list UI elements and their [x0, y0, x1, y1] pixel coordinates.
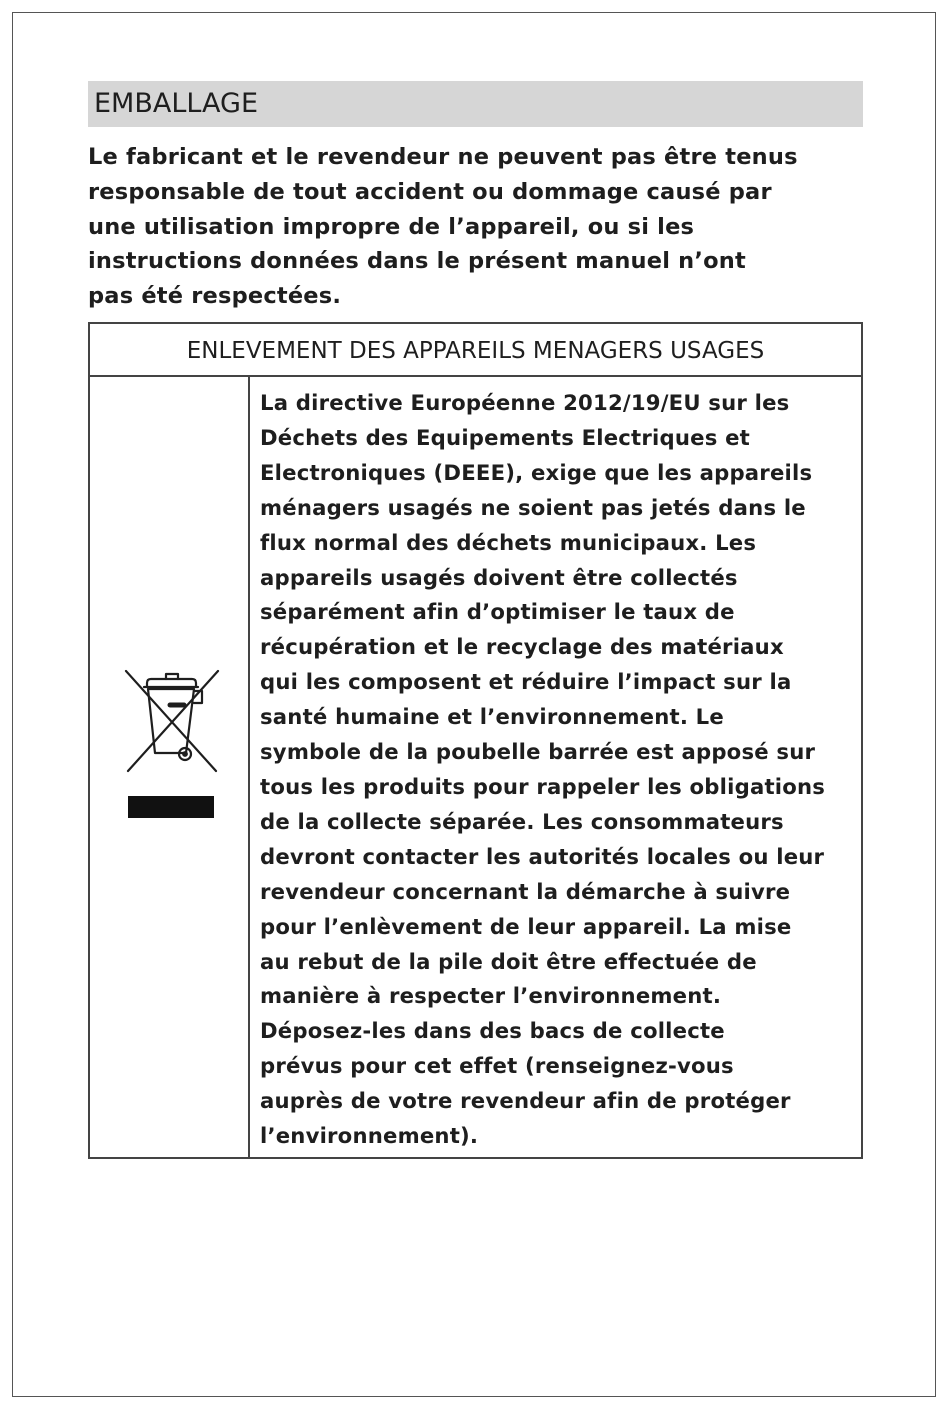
icon-cell [90, 377, 250, 1157]
disposal-text: La directive Européenne 2012/19/EU sur les Déchets des Equipements Electriques et Electroniques (DEEE), exige que les appareils ménagers usagés ne soient pas jetés dans le flux normal des déchets municipaux. Les appareils usagés doivent être collectés séparément afin d’optimiser le taux de récupération et le recyclage des matériaux qui les composent et réduire l’impact sur la santé humaine et l’environnement. Le symbole de la poubelle barrée est apposé sur tous les produits pour rappeler les obligations de la collecte séparée. Les consommateurs devront contacter les autorités locales ou leur revendeur concernant la démarche à suivre pour l’enlèvement de leur appareil. La mise au rebut de la pile doit être effectuée de manière à respecter l’environnement. Déposez-les dans des bacs de collecte prévus pour cet effet (renseignez-vous auprès de votre revendeur afin de protéger l’environnement). [260, 390, 826, 1149]
crossed-out-wheelie-bin-icon [122, 667, 222, 775]
weee-underline-bar [128, 796, 214, 818]
section-heading: EMBALLAGE [88, 81, 863, 127]
table-header: ENLEVEMENT DES APPAREILS MENAGERS USAGES [90, 324, 861, 377]
intro-paragraph: Le fabricant et le revendeur ne peuvent pas être tenus responsable de tout accident ou dommage causé par une utilisation impropre de l’appareil, ou si les instructions données dans le présent manuel n’ont pas été respectées. [88, 144, 798, 310]
disposal-table [88, 322, 863, 1159]
